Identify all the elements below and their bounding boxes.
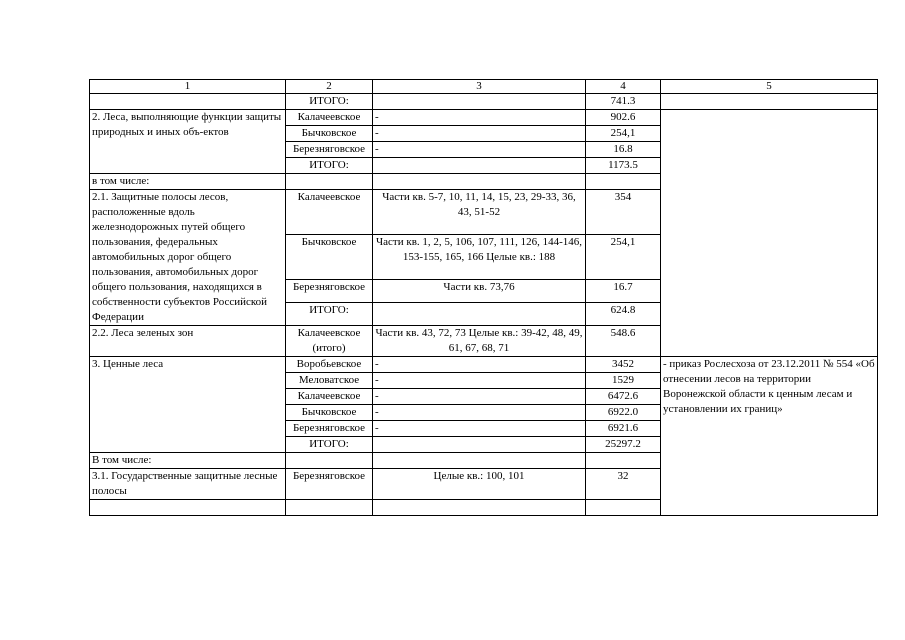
district-cell: Калачеевское — [286, 389, 373, 405]
description-cell: Части кв. 73,76 — [373, 279, 586, 302]
empty-cell — [661, 279, 878, 302]
section-title: 3.1. Государственные защитные лесные полосы — [90, 469, 286, 500]
district-cell: Березняговское — [286, 142, 373, 158]
district-cell: Калачеевское (итого) — [286, 326, 373, 357]
table-body — [90, 80, 878, 516]
header-cell-2: 2 — [286, 80, 373, 94]
district-cell: Бычковское — [286, 405, 373, 421]
empty-cell — [373, 158, 586, 174]
section-title: 3. Ценные леса — [90, 357, 286, 453]
total-label: ИТОГО: — [286, 302, 373, 325]
empty-cell — [586, 174, 661, 190]
district-cell: Березняговское — [286, 421, 373, 437]
empty-cell — [661, 110, 878, 126]
description-cell: - — [373, 142, 586, 158]
header-cell-1: 1 — [90, 80, 286, 94]
empty-cell — [661, 326, 878, 357]
empty-cell — [373, 500, 586, 516]
description-cell: Части кв. 43, 72, 73 Целые кв.: 39-42, 48, 49, 61, 67, 68, 71 — [373, 326, 586, 357]
total-value: 624.8 — [586, 302, 661, 325]
area-value: 6922.0 — [586, 405, 661, 421]
area-value: 354 — [586, 190, 661, 235]
description-cell: Части кв. 5-7, 10, 11, 14, 15, 23, 29-33, 36, 43, 51-52 — [373, 190, 586, 235]
note-cell: В том числе: — [90, 453, 286, 469]
section-title: 2.1. Защитные полосы лесов, расположенные вдоль железнодорожных путей общего пользования, федеральных автомобильных дорог общего пользования, автомобильных дорог общего пользования, находящихся в собственности субъектов Российской Федерации — [90, 190, 286, 326]
description-cell: - — [373, 389, 586, 405]
table-row — [90, 174, 878, 190]
empty-cell — [90, 500, 286, 516]
area-value: 6921.6 — [586, 421, 661, 437]
total-label: ИТОГО: — [286, 94, 373, 110]
empty-cell — [661, 302, 878, 325]
empty-cell — [373, 94, 586, 110]
area-value: 16.7 — [586, 279, 661, 302]
empty-cell — [661, 190, 878, 235]
total-value: 741.3 — [586, 94, 661, 110]
forest-table — [89, 79, 878, 516]
description-cell: - — [373, 421, 586, 437]
area-value: 6472.6 — [586, 389, 661, 405]
area-value: 254,1 — [586, 234, 661, 279]
district-cell: Воробьевское — [286, 357, 373, 373]
area-value: 3452 — [586, 357, 661, 373]
section-title: 2. Леса, выполняющие функции защиты природных и иных объ-ектов — [90, 110, 286, 174]
area-value: 548.6 — [586, 326, 661, 357]
empty-cell — [661, 94, 878, 110]
description-cell: - — [373, 126, 586, 142]
district-cell: Бычковское — [286, 234, 373, 279]
empty-cell — [373, 453, 586, 469]
empty-cell — [286, 500, 373, 516]
table-row — [90, 190, 878, 235]
description-cell: Целые кв.: 100, 101 — [373, 469, 586, 500]
district-cell: Калачеевское — [286, 110, 373, 126]
district-cell: Меловатское — [286, 373, 373, 389]
empty-cell — [373, 174, 586, 190]
section-title: 2.2. Леса зеленых зон — [90, 326, 286, 357]
district-cell: Калачеевское — [286, 190, 373, 235]
empty-cell — [661, 174, 878, 190]
area-value: 32 — [586, 469, 661, 500]
district-cell: Бычковское — [286, 126, 373, 142]
description-cell: - — [373, 110, 586, 126]
total-value: 25297.2 — [586, 437, 661, 453]
total-label: ИТОГО: — [286, 158, 373, 174]
description-cell: - — [373, 357, 586, 373]
description-cell: Части кв. 1, 2, 5, 106, 107, 111, 126, 144-146, 153-155, 165, 166 Целые кв.: 188 — [373, 234, 586, 279]
table-row — [90, 326, 878, 357]
header-row — [90, 80, 878, 94]
area-value: 1529 — [586, 373, 661, 389]
empty-cell — [373, 302, 586, 325]
empty-cell — [586, 500, 661, 516]
empty-cell — [373, 437, 586, 453]
empty-cell — [286, 453, 373, 469]
area-value: 902.6 — [586, 110, 661, 126]
description-cell: - — [373, 373, 586, 389]
table-row — [90, 110, 878, 126]
total-value: 1173.5 — [586, 158, 661, 174]
header-cell-5: 5 — [661, 80, 878, 94]
empty-cell — [90, 94, 286, 110]
total-label: ИТОГО: — [286, 437, 373, 453]
header-cell-4: 4 — [586, 80, 661, 94]
area-value: 16.8 — [586, 142, 661, 158]
table-row — [90, 357, 878, 373]
district-cell: Березняговское — [286, 279, 373, 302]
empty-cell — [661, 142, 878, 158]
district-cell: Березняговское — [286, 469, 373, 500]
note-cell: в том числе: — [90, 174, 286, 190]
legal-basis-note: - приказ Рослесхоза от 23.12.2011 № 554 «Об отнесении лесов на территории Воронежской области к ценным лесам и установлении их границ» — [661, 357, 878, 516]
header-cell-3: 3 — [373, 80, 586, 94]
empty-cell — [661, 126, 878, 142]
empty-cell — [586, 453, 661, 469]
empty-cell — [286, 174, 373, 190]
description-cell: - — [373, 405, 586, 421]
area-value: 254,1 — [586, 126, 661, 142]
table-row — [90, 94, 878, 110]
empty-cell — [661, 234, 878, 279]
empty-cell — [661, 158, 878, 174]
